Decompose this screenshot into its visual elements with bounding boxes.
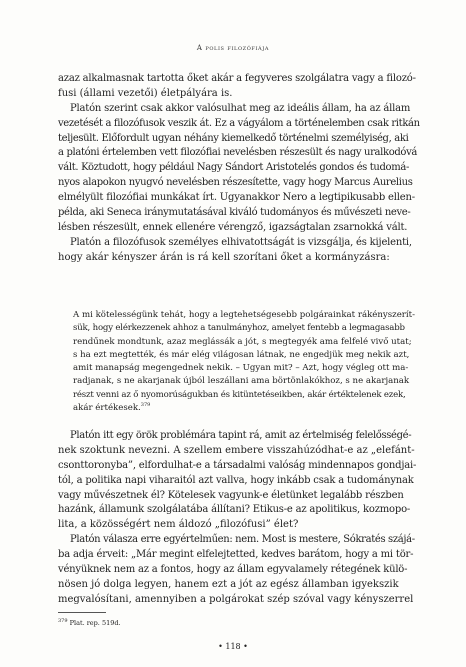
text-line: teljesült. Előfordult ugyan néhány kiemelkedő történelmi személyiség, aki <box>58 132 409 144</box>
body-text-top <box>58 72 420 266</box>
quote-line <box>73 336 415 349</box>
block-quote <box>73 309 415 415</box>
text-line: nösen jó dolga legyen, hanem ezt a jót az egész államban igyekszik <box>58 578 399 590</box>
quote-line-text: akár értékesek. <box>73 403 141 414</box>
text-line: nek szoktunk nevezni. A szellem embere visszahúzódhat-e az „elefánt- <box>58 444 415 456</box>
quote-line <box>73 389 415 402</box>
text-line: csonttoronyba”, elfordulhat-e a társadalmi valóság mindennapos gondjai- <box>58 459 417 471</box>
text-line: a platóni értelemben vett filozófiai nevelésben részesült és nagy uralkodóvá <box>58 147 418 159</box>
quote-line-text: sük, hogy elérkezzenek ahhoz a tanulmányhoz, amelyet fentebb a legmagasabb <box>73 323 405 334</box>
text-line: Platón szerint csak akkor valósulhat meg az ideális állam, ha az állam <box>70 102 411 114</box>
footnote <box>58 619 121 627</box>
footnote-rule <box>58 612 106 613</box>
text-line: azaz alkalmasnak tartotta őket akár a fegyveres szolgálatra vagy a filozó- <box>58 73 416 84</box>
text-line: Platón a filozófusok személyes elhivatottságát is vizsgálja, és kijelenti, <box>70 236 412 248</box>
footnote-marker: 379 <box>140 402 151 409</box>
text-line: vált. Köztudott, hogy például Nagy Sándort Aristotelés gondos és tudomá- <box>58 162 409 174</box>
quote-line <box>73 402 415 415</box>
text-line: ba adja érveit: „Már megint elfelejtetted, kedves barátom, hogy a mi tör- <box>58 549 414 561</box>
text-line: nyos alapokon nyugvó nevelésben részesítette, vagy hogy Marcus Aurelius <box>58 177 413 189</box>
text-line: elmélyült filozófiai munkákat írt. Ugyanakkor Nero a legtipikusabb ellen- <box>58 192 415 204</box>
text-line: vagy művészetnek él? Kötelesek vagyunk-e életünket legalább részben <box>58 489 404 501</box>
text-line: Platón válasza erre egyértelműen: nem. Most is mestere, Sókratés szájá- <box>70 534 415 546</box>
text-line: vezetését a filozófusok veszik át. Ez a vágyálom a történelemben csak ritkán <box>58 117 420 129</box>
quote-line-text: amit manapság megengednek nekik. – Ugyan mit? – Azt, hogy végleg ott ma- <box>73 363 409 374</box>
quote-line <box>73 322 415 335</box>
text-line: tól, a politika napi viharaitól azt vallva, hogy inkább csak a tudománynak <box>58 474 414 486</box>
footnote-number: 379 <box>58 617 68 624</box>
quote-line-text: részt venni az ő nyomorúságukban és kitüntetéseikben, akár értéktelenek ezek, <box>73 389 406 400</box>
text-line: hogy akár kényszer árán is rá kell szorítani őket a kormányzásra: <box>58 251 390 263</box>
footnote-text: Plat. rep. 519d. <box>69 619 121 627</box>
quote-line <box>73 309 415 322</box>
text-line: lita, a közösségért nem áldozó „filozófusi” élet? <box>58 519 299 531</box>
page-number: • 118 • <box>218 642 248 651</box>
quote-line-text: s ha ezt megtették, és már elég világosan látnak, ne engedjük meg nekik azt, <box>73 349 410 360</box>
text-line: megvalósítani, amennyiben a polgárokat szép szóval vagy kényszerrel <box>58 593 414 605</box>
body-text-bottom <box>58 429 416 608</box>
text-line: Platón itt egy örök problémára tapint rá, amit az értelmiség felelősségé- <box>70 430 412 441</box>
text-line: vényüknek nem az a fontos, hogy az állam egyvalamely rétegének külö- <box>58 564 408 576</box>
text-line: lésben részesült, ennek ellenére vérengző, igazságtalan zsarnokká vált. <box>58 221 408 233</box>
quote-line <box>73 375 415 388</box>
text-line: hazánk, államunk szolgálatába állítani? Etikus-e az apolitikus, kozmopo- <box>58 504 411 516</box>
text-line: fusi (állami vezetői) életpályára is. <box>58 87 233 99</box>
quote-line <box>73 349 415 362</box>
quote-line <box>73 362 415 375</box>
running-header: A polis filozófiája <box>196 44 270 52</box>
quote-line-text: radjanak, s ne akarjanak újból leszállani ama börtönlakókhoz, s ne akarjanak <box>73 376 410 387</box>
quote-line-text: rendűnek mondtunk, azaz meglássák a jót, s megtegyék ama felfelé vivő utat; <box>73 336 412 347</box>
quote-line-text: A mi kötelességünk tehát, hogy a legtehetségesebb polgárainkat rákényszerít- <box>73 310 415 320</box>
text-line: példa, aki Seneca iránymutatásával kiváló tudományos és művészeti neve- <box>58 207 411 219</box>
